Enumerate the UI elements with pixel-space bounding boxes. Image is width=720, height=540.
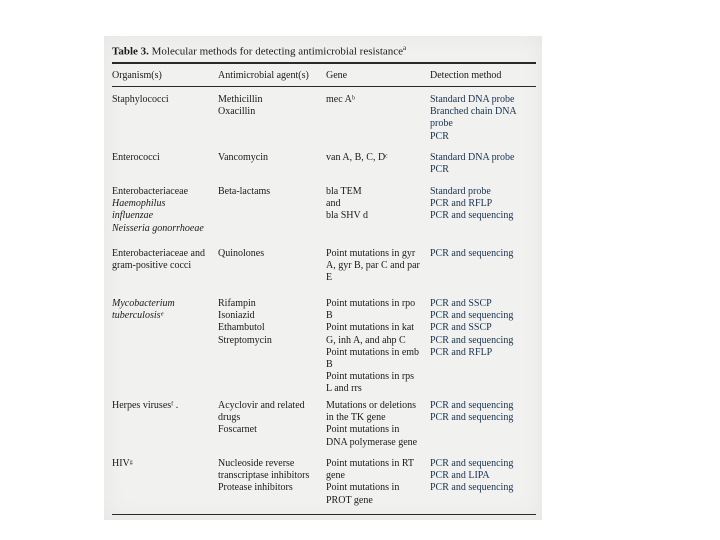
cell-line: PCR and sequencing — [430, 400, 514, 411]
cell-line: PCR and sequencing — [430, 210, 514, 222]
cell-line: Neisseria gonorrhoeae — [112, 222, 204, 234]
cell-line: PCR — [430, 164, 449, 176]
cell-line: influenzae — [112, 210, 154, 222]
cell-line: PCR and sequencing — [430, 334, 514, 346]
cell-line: PCR and sequencing — [430, 482, 514, 494]
table-caption: Molecular methods for detecting antimicrobial resistance — [151, 45, 404, 58]
bottom-rule — [112, 514, 536, 515]
cell-line: in the TK gene — [326, 412, 386, 424]
cell-line: PROT gene — [326, 494, 373, 506]
table-title — [112, 44, 406, 58]
cell-line: PCR and sequencing — [430, 412, 514, 424]
cell-line: Enterobacteriaceae and — [112, 248, 205, 259]
organism-cell — [112, 298, 216, 322]
cell-line: Beta-lactams — [218, 186, 271, 197]
detection-cell — [430, 186, 536, 223]
detection-cell — [430, 94, 536, 143]
agents-cell — [218, 248, 324, 260]
cell-line: Vancomycin — [218, 152, 268, 163]
cell-line: PCR and RFLP — [430, 198, 493, 210]
detection-cell — [430, 458, 536, 495]
cell-line: transcriptase inhibitors — [218, 470, 310, 482]
cell-line: Staphylococci — [112, 94, 169, 105]
table-caption-footnote: a — [403, 44, 407, 52]
cell-line: PCR and sequencing — [430, 248, 514, 259]
cell-line: PCR and sequencing — [430, 310, 514, 322]
cell-line: Protease inhibitors — [218, 482, 293, 494]
agents-cell — [218, 298, 324, 347]
cell-line: PCR and SSCP — [430, 322, 492, 334]
header-agents: Antimicrobial agent(s) — [218, 70, 309, 81]
gene-cell — [326, 400, 430, 449]
cell-line: mec Aᵇ — [326, 94, 355, 105]
cell-line: Methicillin — [218, 94, 263, 105]
detection-cell — [430, 298, 536, 359]
cell-line: PCR and SSCP — [430, 298, 492, 309]
cell-line: PCR and sequencing — [430, 458, 514, 469]
cell-line: Oxacillin — [218, 106, 256, 118]
organism-cell — [112, 186, 216, 235]
cell-line: Point mutations in kat — [326, 322, 415, 334]
cell-line: Enterococci — [112, 152, 160, 163]
table-number: Table 3. — [112, 45, 149, 58]
agents-cell — [218, 186, 324, 198]
cell-line: PCR and LIPA — [430, 470, 490, 482]
gene-cell — [326, 152, 430, 164]
cell-line: tuberculosisᵉ — [112, 310, 164, 322]
cell-line: PCR and RFLP — [430, 346, 493, 358]
cell-line: Nucleoside reverse — [218, 458, 295, 469]
cell-line: HIVᵍ — [112, 458, 133, 469]
top-rule — [112, 62, 536, 64]
cell-line: and — [326, 198, 341, 210]
cell-line: Mycobacterium — [112, 298, 175, 309]
gene-cell — [326, 458, 430, 507]
cell-line: Herpes virusesᶠ . — [112, 400, 179, 411]
header-rule — [112, 86, 536, 87]
cell-line: Point mutations in gyr — [326, 248, 416, 259]
cell-line: L and rrs — [326, 383, 362, 395]
gene-cell — [326, 248, 430, 285]
cell-line: Ethambutol — [218, 322, 265, 334]
cell-line: Point mutations in rps — [326, 371, 415, 383]
cell-line: Isoniazid — [218, 310, 255, 322]
cell-line: E — [326, 272, 333, 284]
header-gene: Gene — [326, 70, 348, 81]
cell-line: Foscarnet — [218, 424, 257, 436]
agents-cell — [218, 400, 324, 437]
cell-line: Acyclovir and related — [218, 400, 305, 411]
organism-cell — [112, 400, 216, 412]
scanned-table-page — [104, 36, 542, 520]
cell-line: DNA polymerase gene — [326, 436, 418, 448]
organism-cell — [112, 458, 216, 470]
cell-line: Haemophilus — [112, 198, 166, 210]
cell-line: B — [326, 310, 333, 322]
cell-line: gram-positive cocci — [112, 260, 192, 272]
cell-line: Rifampin — [218, 298, 256, 309]
cell-line: A, gyr B, par C and par — [326, 260, 420, 272]
cell-line: bla TEM — [326, 186, 362, 197]
cell-line: Standard DNA probe — [430, 152, 515, 163]
header-detection: Detection method — [430, 70, 502, 81]
cell-line: Mutations or deletions — [326, 400, 416, 411]
cell-line: Branched chain DNA — [430, 106, 517, 118]
cell-line: van A, B, C, Dᶜ — [326, 152, 388, 163]
cell-line: Standard DNA probe — [430, 94, 515, 105]
cell-line: G, inh A, and ahp C — [326, 334, 406, 346]
detection-cell — [430, 248, 536, 260]
cell-line: PCR — [430, 130, 449, 142]
organism-cell — [112, 152, 216, 164]
detection-cell — [430, 152, 536, 176]
cell-line: Point mutations in rpo — [326, 298, 416, 309]
cell-line: Point mutations in emb — [326, 346, 420, 358]
cell-line: Standard probe — [430, 186, 491, 197]
cell-line: probe — [430, 118, 453, 130]
gene-cell — [326, 186, 430, 223]
cell-line: Point mutations in — [326, 482, 400, 494]
agents-cell — [218, 94, 324, 118]
gene-cell — [326, 94, 430, 106]
agents-cell — [218, 458, 324, 495]
detection-cell — [430, 400, 536, 424]
cell-line: Quinolones — [218, 248, 265, 259]
cell-line: B — [326, 359, 333, 371]
agents-cell — [218, 152, 324, 164]
organism-cell — [112, 248, 216, 272]
gene-cell — [326, 298, 430, 396]
cell-line: Streptomycin — [218, 334, 272, 346]
cell-line: Point mutations in — [326, 424, 400, 436]
header-organism: Organism(s) — [112, 70, 162, 81]
cell-line: bla SHV d — [326, 210, 369, 222]
cell-line: gene — [326, 470, 345, 482]
cell-line: Enterobacteriaceae — [112, 186, 189, 197]
cell-line: drugs — [218, 412, 241, 424]
organism-cell — [112, 94, 216, 106]
cell-line: Point mutations in RT — [326, 458, 415, 469]
